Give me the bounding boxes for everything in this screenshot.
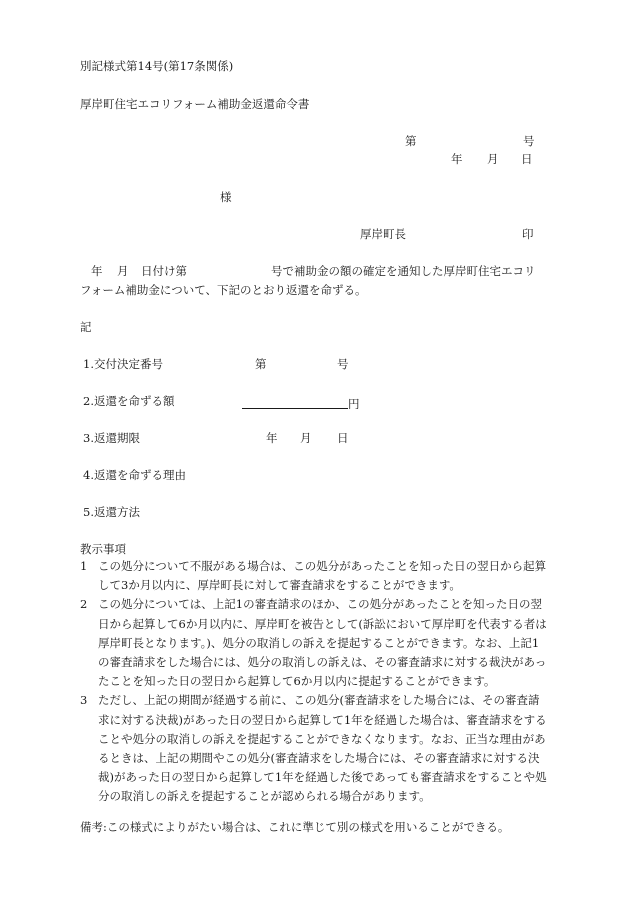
document-title: 厚岸町住宅エコリフォーム補助金返還命令書 — [80, 97, 310, 111]
deadline-year: 年 — [266, 431, 278, 445]
deadline-month: 月 — [300, 431, 312, 445]
deadline-day: 日 — [337, 431, 349, 445]
form-id: 別記様式第14号(第17条関係) — [80, 59, 234, 73]
item-label: 5.返還方法 — [83, 505, 140, 519]
date-month: 月 — [487, 152, 499, 166]
item-number-suffix: 号 — [337, 357, 349, 371]
intro-year: 年 — [91, 264, 103, 278]
issuer-name: 厚岸町長 — [360, 227, 406, 241]
notice-item — [80, 595, 550, 691]
intro-line1-rest: 号で補助金の額の確定を通知した厚岸町住宅エコリ — [271, 264, 536, 278]
remark: 備考:この様式によりがたい場合は、これに準じて別の様式を用いることができる。 — [80, 820, 510, 834]
amount-unit: 円 — [348, 397, 360, 411]
item-label: 2.返還を命ずる額 — [83, 394, 175, 408]
notice-item — [80, 557, 550, 595]
doc-number-suffix: 号 — [523, 134, 535, 148]
notice-item-text: この処分については、上記1の審査請求のほか、この処分があったことを知った日の翌日から起算して6か月以内に、厚岸町を被告として(訴訟において厚岸町を代表する者は厚岸町長となります。)、処分の取消しの訴えを提起することができます。なお、上記1の審査請求をした場合には、処分の取消しの訴えは、その審査請求に対する裁決があったことを知った日の翌日から起算して6か月以内に提起することができます。 — [98, 597, 547, 689]
intro-month: 月 — [117, 264, 129, 278]
notice-heading: 教示事項 — [80, 542, 126, 556]
notice-item-number: 1 — [80, 559, 88, 573]
notice-item-number: 2 — [80, 597, 88, 612]
notice-item — [80, 691, 550, 806]
intro-line2: フォーム補助金について、下記のとおり返還を命ずる。 — [80, 283, 367, 297]
issuer-seal: 印 — [522, 227, 534, 241]
date-day: 日 — [521, 152, 533, 166]
notice-item-text: この処分について不服がある場合は、この処分があったことを知った日の翌日から起算して3か月以内に、厚岸町長に対して審査請求をすることができます。 — [98, 559, 547, 593]
item-label: 1.交付決定番号 — [83, 357, 163, 371]
ki-heading: 記 — [80, 320, 92, 334]
intro-day-dated: 日付け第 — [141, 264, 187, 278]
date-year: 年 — [451, 152, 463, 166]
addressee-suffix: 様 — [220, 190, 232, 204]
item-label: 3.返還期限 — [83, 431, 140, 445]
notice-item-number: 3 — [80, 693, 88, 708]
item-number-prefix: 第 — [255, 357, 267, 371]
doc-number-prefix: 第 — [405, 134, 417, 148]
item-label: 4.返還を命ずる理由 — [83, 468, 186, 482]
amount-underline — [242, 396, 360, 411]
notice-list — [80, 557, 550, 807]
notice-item-text: ただし、上記の期間が経過する前に、この処分(審査請求をした場合には、その審査請求に対する決裁)があった日の翌日から起算して1年を経過した場合は、審査請求をすることや処分の取消しの訴えを提起することができなくなります。なお、正当な理由があるときは、上記の期間やこの処分(審査請求をした場合には、その審査請求に対する決裁)があった日の翌日から起算して1年を経過した後であっても審査請求をすることや処分の取消しの訴えを提起することが認められる場合があります。 — [98, 693, 547, 804]
